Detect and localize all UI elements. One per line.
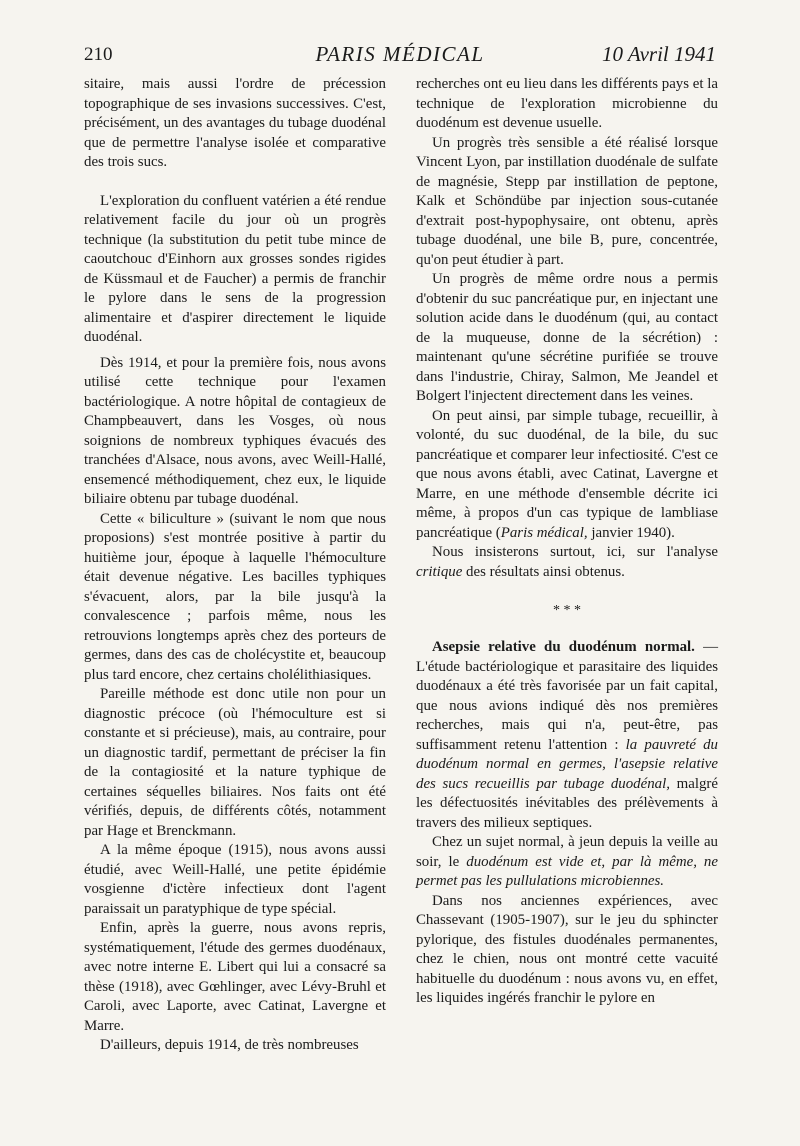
paragraph: Dans nos anciennes expériences, avec Chassevant (1905-1907), sur le jeu du sphincter pylorique, des fistules duodénales permanentes, chez le chien, nous ont montré cette vacuité habituelle du duodénum : nous avons vu, en effet, les liquides ingérés franchir le pylore en (416, 892, 718, 1006)
page-number: 210 (84, 44, 113, 65)
paragraph: D'ailleurs, depuis 1914, de très nombreuses (100, 1037, 359, 1053)
page-header (84, 42, 716, 72)
text-run: Nous insisterons surtout, ici, sur l'analyse (432, 544, 718, 560)
text-run: Chez un sujet normal, à jeun depuis la veille au soir, le (416, 834, 718, 870)
text-run: janvier 1940). (587, 524, 675, 541)
left-column (84, 75, 386, 1056)
text-run: — L'étude bactériologique et parasitaire des liquides duodénaux a été très favorisée par un fait capital, que nous avions indiqué dès nos premières recherches, mais qui n'a, peut-être, pas suffisamment retenu l'attention : (416, 639, 718, 753)
paragraph: Un progrès de même ordre nous a permis d'obtenir du suc pancréatique pur, en injectant une solution acide dans le duodénum (qui, au contact de la muqueuse, donne de la sécrétion) : maintenant qu'une sécrétine purifiée se trouve dans l'industrie, Chiray, Salmon, Me Jeandel et Bolgert l'injectent directement dans les veines. (416, 271, 718, 404)
emphasis-italic: la pauvreté du duodénum normal en germes, l'asepsie relative des sucs recueillis par tubage duodénal, (416, 736, 718, 792)
emphasis-italic: duodénum est vide et, par là même, ne permet pas les pullulations microbiennes. (416, 853, 718, 889)
paragraph: A la même époque (1915), nous avons aussi étudié, avec Weill-Hallé, une petite épidémie vosgienne d'ictère infectieux dont l'agent paraissait un paratyphique de type spécial. (84, 842, 386, 917)
section-separator-asterism: * * * (553, 603, 581, 618)
journal-title: PARIS MÉDICAL (315, 42, 485, 66)
paragraph: Cette « biliculture » (suivant le nom que nous proposions) s'est montrée positive à partir du huitième jour, époque à laquelle l'hémoculture était devenue négative. Les bacilles typhiques s'évacuent, alors, par la bile jusqu'à la convalescence ; parfois même, nous les retrouvions longtemps après chez des porteurs de germes, dans des cas de cholécystite et, beaucoup plus tard encore, chez certains cholélithiasiques. (84, 510, 386, 683)
citation-italic: Paris médical, (500, 524, 588, 541)
paragraph: Enfin, après la guerre, nous avons repris, systématiquement, l'étude des germes duodénaux, avec notre interne E. Libert qui lui a consacré sa thèse (1918), avec Gœhlinger, avec Lévy-Bruhl et Caroli, avec Laporte, avec Catinat, Lavergne et Marre. (84, 920, 386, 1034)
paragraph (416, 833, 718, 892)
paragraph: Pareille méthode est donc utile non pour un diagnostic précoce (où l'hémoculture est si constante et si précieuse), mais, au contraire, pour un diagnostic tardif, permettant de préciser la fin de la contagiosité et la nature typhique de certaines séquelles biliaires. Nos faits ont été vérifiés, depuis, de différents côtés, notamment par Hage et Brenckmann. (84, 686, 386, 839)
issue-date: 10 Avril 1941 (602, 42, 716, 66)
paragraph: Un progrès très sensible a été réalisé lorsque Vincent Lyon, par instillation duodénale de sulfate de magnésie, Stepp par instillation de peptone, Kalk et Schöndübe par injection sous-cutanée d'extrait post-hypophysaire, ont obtenu, après tubage duodénal, une bile B, pure, concentrée, qu'on peut étudier à part. (416, 134, 718, 268)
paragraph: L'exploration du confluent vatérien a été rendue relativement facile du jour où un progrès technique (la substitution du petit tube mince de caoutchouc d'Einhorn aux grosses sondes rigides de Küssmaul et de Faucher) a permis de franchir le pylore dans le sens de la progression alimentaire et d'aspirer directement le liquide duodénal. (84, 192, 386, 345)
text-run: malgré les défectuosités inévitables des prélèvements à travers des milieux septiques. (416, 775, 718, 831)
paragraph (416, 638, 718, 833)
paragraph (416, 543, 718, 582)
paragraph: sitaire, mais aussi l'ordre de précession topographique de ses invasions successives. C'est, précisément, un des avantages du tubage duodénal que de permettre l'analyse isolée et comparative des trois sucs. (84, 76, 386, 170)
emphasis-italic: critique (416, 563, 463, 580)
text-run: On peut ainsi, par simple tubage, recueillir, à volonté, du suc duodénal, de la bile, du suc pancréatique et comparer leur infectiosité. C'est ce que nous avons établi, avec Catinat, Lavergne et Marre, en une méthode d'ensemble décrite ici même, à propos d'un cas typique de lambliase pancréatique ( (416, 407, 718, 541)
paragraph: recherches ont eu lieu dans les différents pays et la technique de l'exploration microbienne du duodénum est devenue usuelle. (416, 76, 718, 131)
right-column (416, 75, 718, 1009)
paragraph (416, 407, 718, 544)
text-run: des résultats ainsi obtenus. (462, 563, 625, 580)
section-heading: Asepsie relative du duodénum normal. (432, 639, 695, 655)
paragraph: Dès 1914, et pour la première fois, nous avons utilisé cette technique pour l'examen bactériologique. A notre hôpital de contagieux de Champbeauvert, dans les Vosges, où nous soignions de nombreux typhiques évacués des tranchées d'Alsace, nous avons, avec Weill-Hallé, ensemencé méthodiquement, chez eux, le liquide biliaire obtenu par tubage duodénal. (84, 354, 386, 507)
